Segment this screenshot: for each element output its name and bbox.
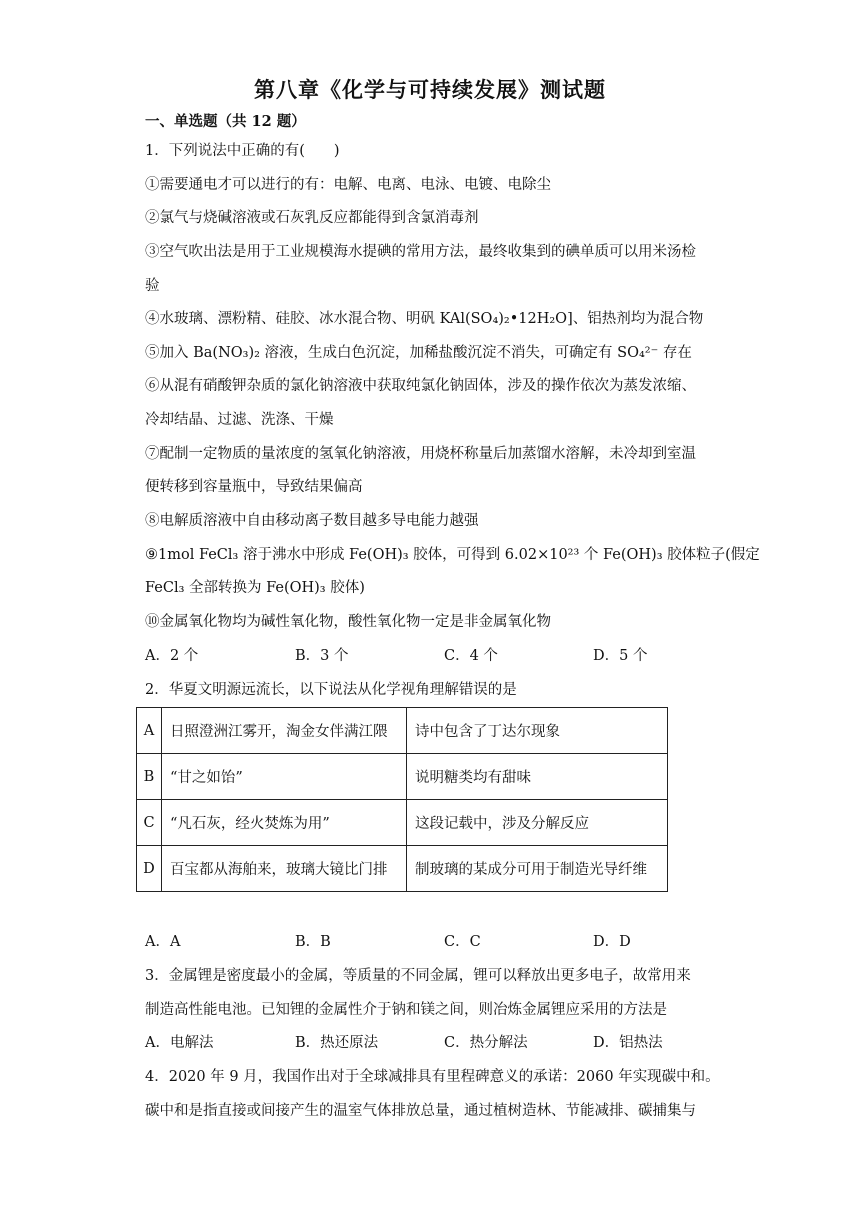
q3-option-b[interactable]: B．热还原法 — [295, 1035, 379, 1051]
q1-statement-2: ②氯气与烧碱溶液或石灰乳反应都能得到含氯消毒剂 — [145, 210, 479, 226]
table-row — [137, 754, 668, 800]
q1-statement-3-cont: 验 — [145, 278, 160, 294]
q1-statement-9: ⑨1mol FeCl₃ 溶于沸水中形成 Fe(OH)₃ 胶体，可得到 6.02×10²³ 个 Fe(OH)₃ 胶体粒子(假定 — [145, 547, 760, 563]
q4-stem-line-1: 4．2020 年 9 月，我国作出对于全球减排具有里程碑意义的承诺：2060 年实现碳中和。 — [145, 1069, 720, 1085]
q1-option-d[interactable]: D．5 个 — [593, 648, 648, 664]
q1-statement-8: ⑧电解质溶液中自由移动离子数目越多导电能力越强 — [145, 513, 479, 529]
q1-statement-4: ④水玻璃、漂粉精、硅胶、冰水混合物、明矾 KAl(SO₄)₂•12H₂O]、铝热剂均为混合物 — [145, 311, 704, 327]
table-row — [137, 800, 668, 846]
page-title: 第八章《化学与可持续发展》测试题 — [254, 77, 606, 102]
q1-option-a[interactable]: A．2 个 — [145, 648, 199, 664]
row-text: 日照澄洲江雾开，淘金女伴满江隈 — [162, 708, 407, 754]
row-note: 说明糖类均有甜味 — [407, 754, 668, 800]
q1-statement-7-cont: 便转移到容量瓶中，导致结果偏高 — [145, 479, 363, 495]
row-text: 百宝都从海舶来，玻璃大镜比门排 — [162, 846, 407, 892]
q2-option-d[interactable]: D．D — [593, 934, 631, 950]
q1-statement-10: ⑩金属氧化物均为碱性氧化物，酸性氧化物一定是非金属氧化物 — [145, 614, 551, 630]
table-row — [137, 708, 668, 754]
q1-statement-1: ①需要通电才可以进行的有：电解、电离、电泳、电镀、电除尘 — [145, 177, 551, 193]
q3-stem-line-2: 制造高性能电池。已知锂的金属性介于钠和镁之间，则冶炼金属锂应采用的方法是 — [145, 1002, 667, 1018]
row-note: 制玻璃的某成分可用于制造光导纤维 — [407, 846, 668, 892]
row-key: D — [137, 846, 162, 892]
q2-table — [136, 707, 668, 892]
q3-option-a[interactable]: A．电解法 — [145, 1035, 214, 1051]
q1-statement-7: ⑦配制一定物质的量浓度的氢氧化钠溶液，用烧杯称量后加蒸馏水溶解，未冷却到室温 — [145, 446, 696, 462]
row-key: B — [137, 754, 162, 800]
q4-stem-line-2: 碳中和是指直接或间接产生的温室气体排放总量，通过植树造林、节能减排、碳捕集与 — [145, 1103, 696, 1119]
q1-statement-9-cont: FeCl₃ 全部转换为 Fe(OH)₃ 胶体) — [145, 580, 365, 596]
q1-stem: 1．下列说法中正确的有( ) — [145, 143, 340, 159]
q1-option-b[interactable]: B．3 个 — [295, 648, 349, 664]
q3-stem-line-1: 3．金属锂是密度最小的金属，等质量的不同金属，锂可以释放出更多电子，故常用来 — [145, 968, 691, 984]
q2-stem: 2．华夏文明源远流长，以下说法从化学视角理解错误的是 — [145, 682, 517, 698]
q1-statement-6: ⑥从混有硝酸钾杂质的氯化钠溶液中获取纯氯化钠固体，涉及的操作依次为蒸发浓缩、 — [145, 378, 696, 394]
row-note: 诗中包含了丁达尔现象 — [407, 708, 668, 754]
q2-option-c[interactable]: C．C — [444, 934, 481, 950]
row-note: 这段记载中，涉及分解反应 — [407, 800, 668, 846]
q1-option-c[interactable]: C．4 个 — [444, 648, 498, 664]
row-key: C — [137, 800, 162, 846]
q3-option-d[interactable]: D．铝热法 — [593, 1035, 663, 1051]
q2-option-b[interactable]: B．B — [295, 934, 331, 950]
section-heading: 一、单选题（共 12 题） — [145, 113, 306, 130]
q1-statement-5: ⑤加入 Ba(NO₃)₂ 溶液，生成白色沉淀，加稀盐酸沉淀不消失，可确定有 SO₄²⁻ 存在 — [145, 345, 692, 361]
table-row — [137, 846, 668, 892]
row-key: A — [137, 708, 162, 754]
row-text: “凡石灰，经火焚炼为用” — [162, 800, 407, 846]
q1-statement-6-cont: 冷却结晶、过滤、洗涤、干燥 — [145, 412, 334, 428]
q2-option-a[interactable]: A．A — [145, 934, 181, 950]
q1-statement-3: ③空气吹出法是用于工业规模海水提碘的常用方法，最终收集到的碘单质可以用米汤检 — [145, 244, 696, 260]
row-text: “甘之如饴” — [162, 754, 407, 800]
q3-option-c[interactable]: C．热分解法 — [444, 1035, 528, 1051]
